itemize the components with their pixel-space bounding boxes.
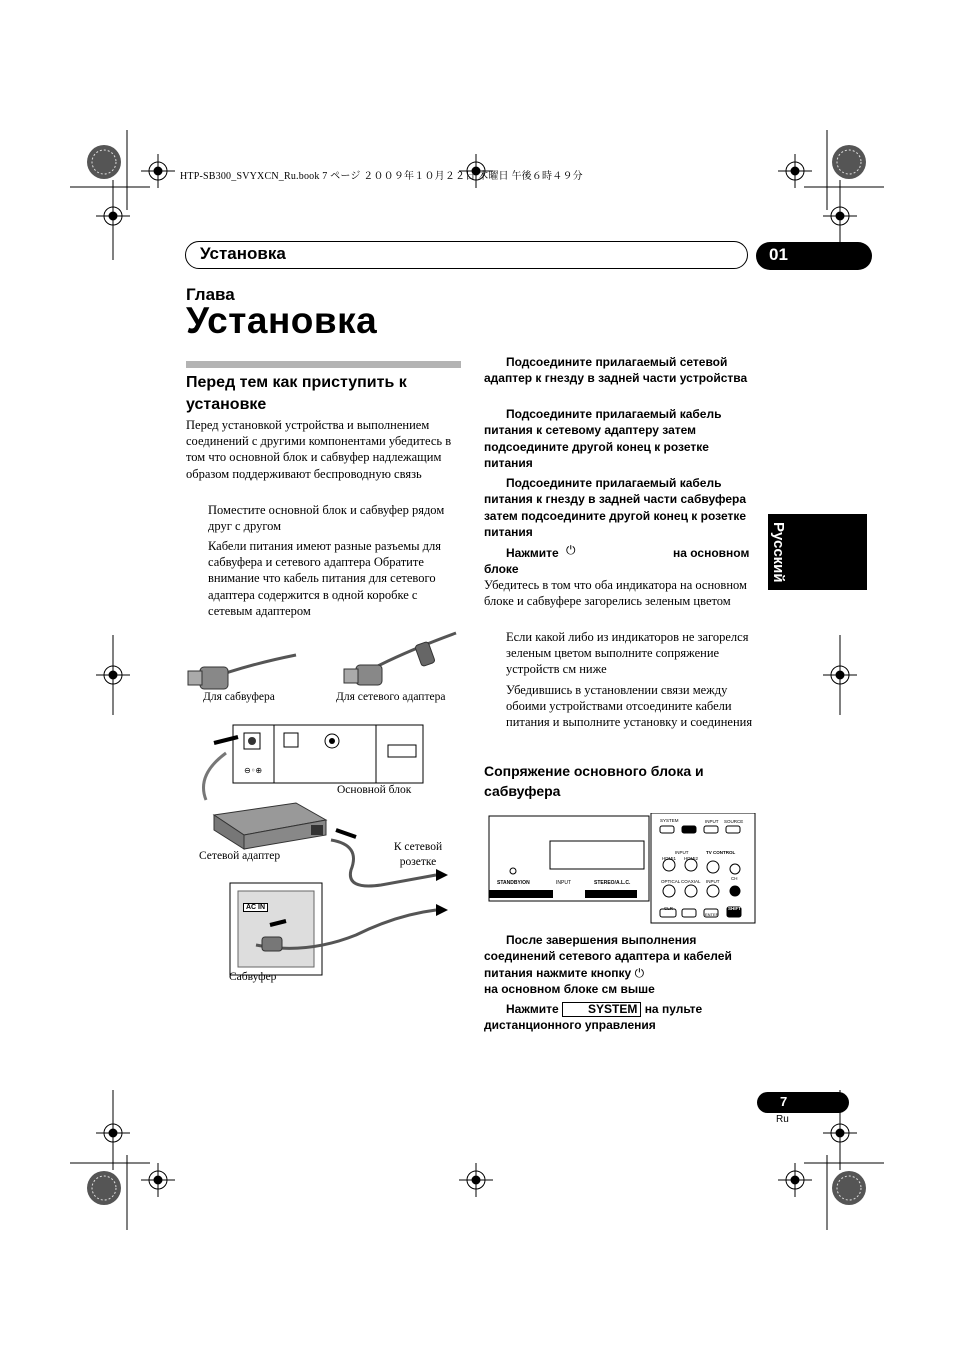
- step-6-unit: блоке: [484, 562, 519, 576]
- remote-source-label: SOURCE: [724, 819, 744, 824]
- remote-input-label: INPUT: [705, 819, 719, 824]
- remote-system-label: SYSTEM: [660, 818, 679, 823]
- step-3-text: Подсоедините прилагаемый сетевой адаптер к гнезду в задней части устройства: [484, 355, 748, 386]
- caption-adapter: Сетевой адаптер: [199, 850, 281, 862]
- caption-adapter-cable: Для сетевого адаптера: [336, 691, 446, 703]
- pair-step-1: [484, 932, 756, 997]
- remote-optical-label: OPTICAL: [661, 879, 681, 884]
- step-6-description: Убедитесь в том что оба индикатора на основном блоке и сабвуфере загорелись зеленым цветом: [484, 578, 747, 609]
- panel-remote-illustration: [488, 813, 756, 925]
- remote-shift-label: SHIFT: [728, 906, 741, 911]
- system-button-icon: SYSTEM: [562, 1002, 641, 1017]
- stereo-label: STEREO/A.L.C.: [594, 880, 631, 886]
- pairing-title: Сопряжение основного блока и сабвуфера: [484, 763, 704, 799]
- caption-outlet: К сетевой розетке: [393, 841, 443, 868]
- remote-clr-label: CLR: [664, 906, 674, 911]
- chapter-number-badge: 01: [756, 242, 872, 270]
- remote-ch-label: CH: [731, 876, 738, 881]
- connection-illustration: [186, 625, 466, 985]
- step-1-text: Поместите основной блок и сабвуфер рядом друг с другом: [208, 503, 445, 534]
- note-2: Убедившись в установлении связи между обоими устройствами отсоедините кабели питания и выполните установку и соединения: [506, 683, 753, 730]
- chapter-label: Глава: [186, 285, 235, 304]
- input-label: INPUT: [556, 880, 571, 886]
- caption-main-unit: Основной блок: [337, 784, 412, 796]
- file-info-line: HTP-SB300_SVYXCN_Ru.book 7 ページ ２００９年１０月２２日 木曜日 午後６時４９分: [180, 171, 583, 182]
- caption-subwoofer-cable: Для сабвуфера: [203, 691, 275, 703]
- language-tab-label: Русский: [770, 521, 787, 583]
- pair-step-2-text: на пульте дистанционного управления: [484, 1002, 703, 1033]
- svg-text:⊖◦⊕: ⊖◦⊕: [244, 766, 263, 775]
- power-icon: ⏻: [566, 543, 576, 557]
- note-1: Если какой либо из индикаторов не загорелся зеленым цветом выполните сопряжение устройств см ниже: [506, 630, 749, 677]
- step-6-on-main: на основном: [673, 546, 750, 560]
- remote-input2-label: INPUT: [706, 879, 720, 884]
- chapter-header-title: Установка: [200, 244, 286, 263]
- remote-coaxial-label: COAXIAL: [681, 879, 701, 884]
- power-icon: ⏻: [634, 965, 645, 980]
- standby-label: STANDBY/ON: [497, 880, 530, 886]
- section-title: Перед тем как приступить к установке: [186, 374, 407, 413]
- remote-input-head: INPUT: [675, 850, 689, 855]
- pair-step-2-press: Нажмите: [506, 1002, 559, 1016]
- remote-hdmi1-label: HDMI1: [662, 856, 677, 861]
- remote-tv-label: TV CONTROL: [706, 850, 736, 855]
- pair-step-2: [484, 1001, 756, 1034]
- ac-in-label: AC IN: [243, 903, 268, 912]
- step-5-text: Подсоедините прилагаемый кабель питания к гнезду в задней части сабвуфера затем подсоедините другой конец к розетке питания: [484, 476, 747, 539]
- remote-hdmi2-label: HDMI2: [684, 856, 699, 861]
- page-number: 7: [757, 1092, 849, 1113]
- remote-enter-label: ENTER: [705, 912, 719, 917]
- intro-paragraph: Перед установкой устройства и выполнением соединений с другими компонентами убедитесь в том что основной блок и сабвуфер надлежащим образом поддерживают беспроводную связь: [186, 418, 452, 481]
- page-language: Ru: [776, 1114, 789, 1125]
- page-title: Установка: [186, 300, 378, 341]
- step-4-text: Подсоедините прилагаемый кабель питания к сетевому адаптеру затем подсоедините другой конец к розетке питания: [484, 407, 722, 470]
- caption-subwoofer: Сабвуфер: [229, 971, 277, 983]
- pair-step-1-text: После завершения выполнения соединений сетевого адаптера и кабелей питания нажмите кнопку: [484, 933, 732, 980]
- pair-step-1-suffix: на основном блоке см выше: [484, 981, 655, 996]
- step-2-text: Кабели питания имеют разные разъемы для сабвуфера и сетевого адаптера Обратите внимание что кабель питания для сетевого адаптера содержится в одной коробке с сетевым адаптером: [208, 539, 442, 618]
- section-divider: [186, 361, 461, 368]
- step-6-press: Нажмите: [506, 546, 559, 560]
